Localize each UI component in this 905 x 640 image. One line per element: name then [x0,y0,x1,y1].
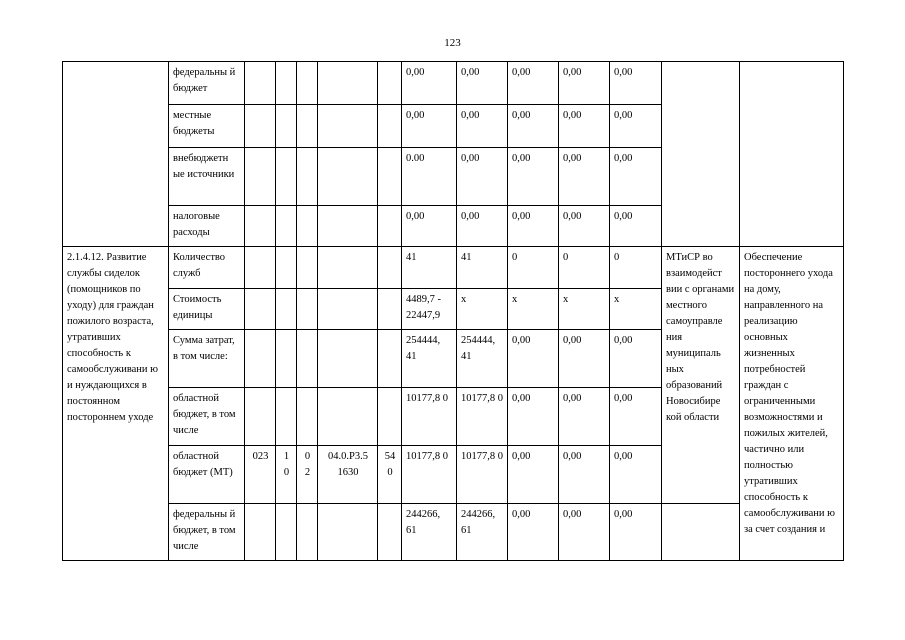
value-cell: 0.00 [402,148,457,206]
value-cell: 0,00 [402,105,457,148]
value-cell: 244266, 61 [402,504,457,561]
section-code [276,504,297,561]
subsection-code: 0 2 [297,446,318,504]
expense-type-code [378,206,402,247]
target-article-code [318,105,378,148]
measure-name: 2.1.4.12. Развитие службы сиделок (помощников по уходу) для граждан пожилого возраста, утративших способность к самообслуживани ю и нуждающихся в постоянном постороннем уходе [63,247,169,561]
value-cell: 10177,8 0 [457,446,508,504]
value-cell: 41 [402,247,457,289]
value-cell: 0,00 [457,62,508,105]
value-cell: 0,00 [610,62,662,105]
value-cell: 0,00 [457,148,508,206]
value-cell: x [610,289,662,330]
section-code [276,247,297,289]
subsection-code [297,148,318,206]
grbs-code: 023 [245,446,276,504]
expense-type-code [378,105,402,148]
value-cell: 0,00 [610,446,662,504]
value-cell: 0,00 [508,388,559,446]
subsection-code [297,62,318,105]
section-code [276,206,297,247]
funding-source-label: внебюджетн ые источники [169,148,245,206]
executor-cell-empty [662,62,740,247]
funding-source-label: областной бюджет, в том числе [169,388,245,446]
value-cell: 0,00 [559,446,610,504]
value-cell: 254444, 41 [457,330,508,388]
section-code [276,62,297,105]
financing-table [62,61,844,561]
section-code [276,388,297,446]
section-code: 1 0 [276,446,297,504]
target-article-code [318,289,378,330]
subsection-code [297,247,318,289]
grbs-code [245,504,276,561]
executor-cell: МТиСР во взаимодейст вии с органами местного самоуправле ния муниципаль ных образований Новосибире кой области [662,247,740,504]
expense-type-code [378,330,402,388]
value-cell: 41 [457,247,508,289]
subsection-code [297,330,318,388]
value-cell: 0,00 [610,105,662,148]
table-row [63,247,844,289]
value-cell: 0,00 [508,504,559,561]
expense-type-code [378,62,402,105]
expected-result-cell: Обеспечение постороннего ухода на дому, направленного на реализацию основных жизненных потребностей граждан с ограниченными возможностями и пожилых жителей, частично или полностью утративших способность к самообслуживани ю за счет создания и [740,247,844,561]
value-cell: 0,00 [559,105,610,148]
funding-source-label: областной бюджет (МТ) [169,446,245,504]
expense-type-code [378,148,402,206]
target-article-code [318,388,378,446]
value-cell: 0,00 [508,148,559,206]
target-article-code [318,504,378,561]
table-row [63,504,844,561]
subsection-code [297,206,318,247]
expense-type-code: 54 0 [378,446,402,504]
funding-source-label: Количество служб [169,247,245,289]
value-cell: 254444, 41 [402,330,457,388]
value-cell: x [457,289,508,330]
value-cell: 10177,8 0 [457,388,508,446]
value-cell: 0,00 [610,330,662,388]
value-cell: 0,00 [559,62,610,105]
value-cell: 0,00 [508,206,559,247]
funding-source-label: местные бюджеты [169,105,245,148]
section-code [276,148,297,206]
value-cell: 0,00 [457,105,508,148]
value-cell: 0,00 [402,206,457,247]
funding-source-label: федеральны й бюджет [169,62,245,105]
section-code [276,289,297,330]
value-cell: 0,00 [508,62,559,105]
value-cell: 0,00 [559,504,610,561]
subsection-code [297,105,318,148]
value-cell: 0,00 [402,62,457,105]
page-number: 123 [444,37,461,49]
result-cell-empty [740,62,844,247]
value-cell: 0,00 [508,446,559,504]
value-cell: 0 [508,247,559,289]
subsection-code [297,289,318,330]
value-cell: 244266, 61 [457,504,508,561]
subsection-code [297,504,318,561]
target-article-code: 04.0.P3.5 1630 [318,446,378,504]
grbs-code [245,388,276,446]
subsection-code [297,388,318,446]
value-cell: 0,00 [559,388,610,446]
value-cell: 10177,8 0 [402,446,457,504]
value-cell: 0,00 [508,330,559,388]
value-cell: 0,00 [559,330,610,388]
funding-source-label: налоговые расходы [169,206,245,247]
executor-cell-continued [662,504,740,561]
expense-type-code [378,504,402,561]
grbs-code [245,105,276,148]
value-cell: x [559,289,610,330]
target-article-code [318,62,378,105]
value-cell: 0,00 [610,388,662,446]
value-cell: 0 [610,247,662,289]
expense-type-code [378,289,402,330]
value-cell: x [508,289,559,330]
value-cell: 0,00 [610,206,662,247]
value-cell: 0,00 [508,105,559,148]
grbs-code [245,330,276,388]
value-cell: 0,00 [559,148,610,206]
target-article-code [318,206,378,247]
funding-source-label: федеральны й бюджет, в том числе [169,504,245,561]
expense-type-code [378,388,402,446]
grbs-code [245,148,276,206]
table-body [63,62,844,561]
value-cell: 0,00 [559,206,610,247]
grbs-code [245,206,276,247]
funding-source-label: Сумма затрат, в том числе: [169,330,245,388]
grbs-code [245,247,276,289]
funding-source-label: Стоимость единицы [169,289,245,330]
measure-cell-empty [63,62,169,247]
value-cell: 0,00 [457,206,508,247]
value-cell: 0 [559,247,610,289]
value-cell: 10177,8 0 [402,388,457,446]
grbs-code [245,289,276,330]
grbs-code [245,62,276,105]
target-article-code [318,247,378,289]
target-article-code [318,330,378,388]
value-cell: 0,00 [610,504,662,561]
table-row [63,62,844,105]
target-article-code [318,148,378,206]
section-code [276,105,297,148]
section-code [276,330,297,388]
value-cell: 0,00 [610,148,662,206]
expense-type-code [378,247,402,289]
value-cell: 4489,7 - 22447,9 [402,289,457,330]
